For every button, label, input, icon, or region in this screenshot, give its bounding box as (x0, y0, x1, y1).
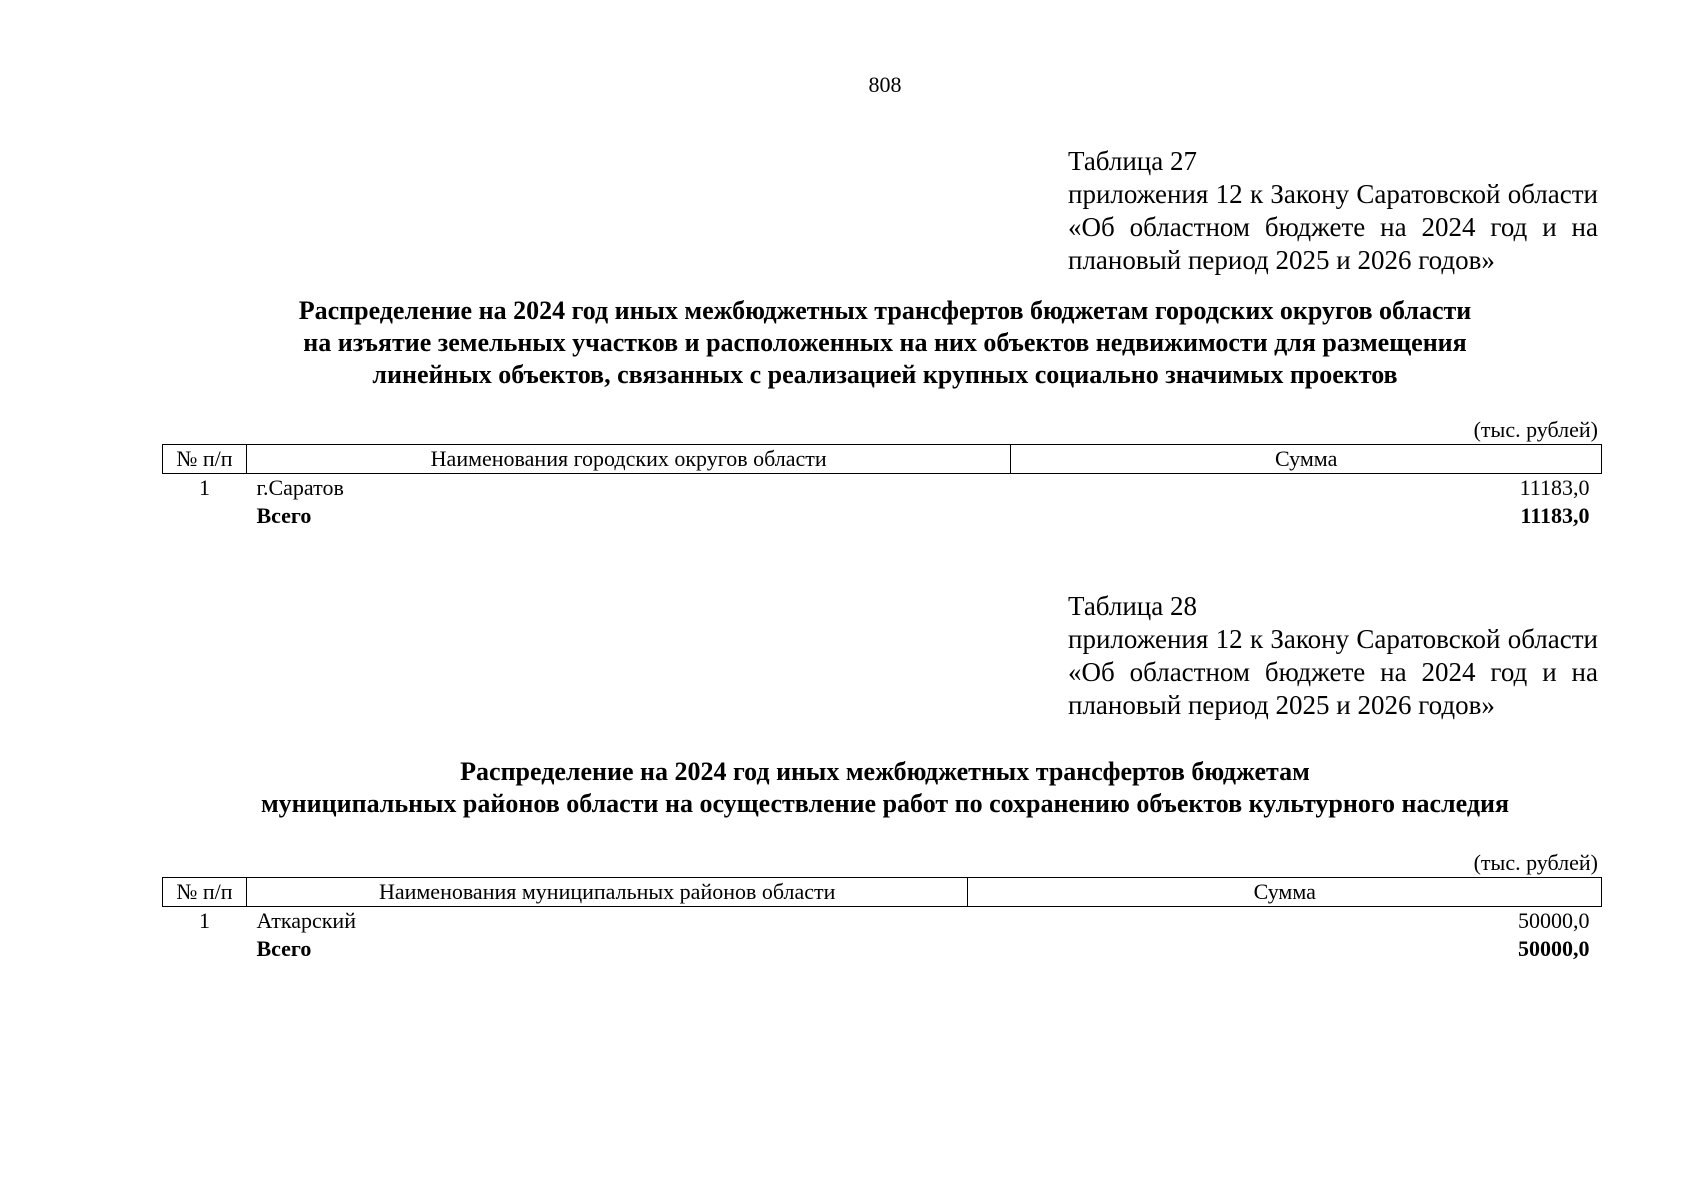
total-label: Всего (256, 936, 312, 961)
total-sum: 50000,0 (1518, 936, 1590, 961)
page-number: 808 (868, 72, 902, 97)
table-28-title (150, 756, 1620, 820)
table-total-row (163, 935, 1602, 963)
table-27-units: (тыс. рублей) (1473, 417, 1598, 442)
title-line: на изъятие земельных участков и расположенных на них объектов недвижимости для размещения (303, 328, 1467, 357)
total-sum: 11183,0 (1520, 503, 1590, 528)
table-header-row (163, 878, 1602, 907)
table-row (163, 907, 1602, 936)
table-28-law-reference: приложения 12 к Закону Саратовской области «Об областном бюджете на 2024 год и на плановый период 2025 и 2026 годов» (1068, 624, 1598, 720)
table-row (163, 474, 1602, 503)
header-number: № п/п (163, 878, 247, 907)
header-number: № п/п (163, 445, 247, 474)
table-27-reference (1068, 145, 1598, 277)
row-number: 1 (198, 908, 210, 933)
header-name: Наименования муниципальных районов области (246, 878, 968, 907)
row-sum: 11183,0 (1519, 475, 1590, 500)
table-28-reference (1068, 590, 1598, 722)
title-line: линейных объектов, связанных с реализацией крупных социально значимых проектов (372, 360, 1398, 389)
row-name: г.Саратов (256, 475, 344, 500)
table-27-law-reference: приложения 12 к Закону Саратовской области «Об областном бюджете на 2024 год и на плановый период 2025 и 2026 годов» (1068, 179, 1598, 275)
total-label: Всего (256, 503, 312, 528)
total-number-empty (163, 502, 247, 530)
title-line: Распределение на 2024 год иных межбюджетных трансфертов бюджетам городских округов области (298, 296, 1472, 325)
title-line: муниципальных районов области на осуществление работ по сохранению объектов культурного наследия (260, 789, 1510, 818)
header-sum: Сумма (1011, 445, 1602, 474)
table-27 (162, 444, 1602, 530)
title-line: Распределение на 2024 год иных межбюджетных трансфертов бюджетам (460, 757, 1310, 786)
header-name: Наименования городских округов области (246, 445, 1010, 474)
table-28 (162, 877, 1602, 963)
table-total-row (163, 502, 1602, 530)
header-sum: Сумма (968, 878, 1602, 907)
table-27-label: Таблица 27 (1068, 146, 1197, 176)
row-sum: 50000,0 (1518, 908, 1590, 933)
total-number-empty (163, 935, 247, 963)
row-number: 1 (198, 475, 210, 500)
table-header-row (163, 445, 1602, 474)
table-28-label: Таблица 28 (1068, 591, 1197, 621)
table-27-title (150, 295, 1620, 391)
row-name: Аткарский (256, 908, 356, 933)
table-28-units: (тыс. рублей) (1473, 850, 1598, 875)
